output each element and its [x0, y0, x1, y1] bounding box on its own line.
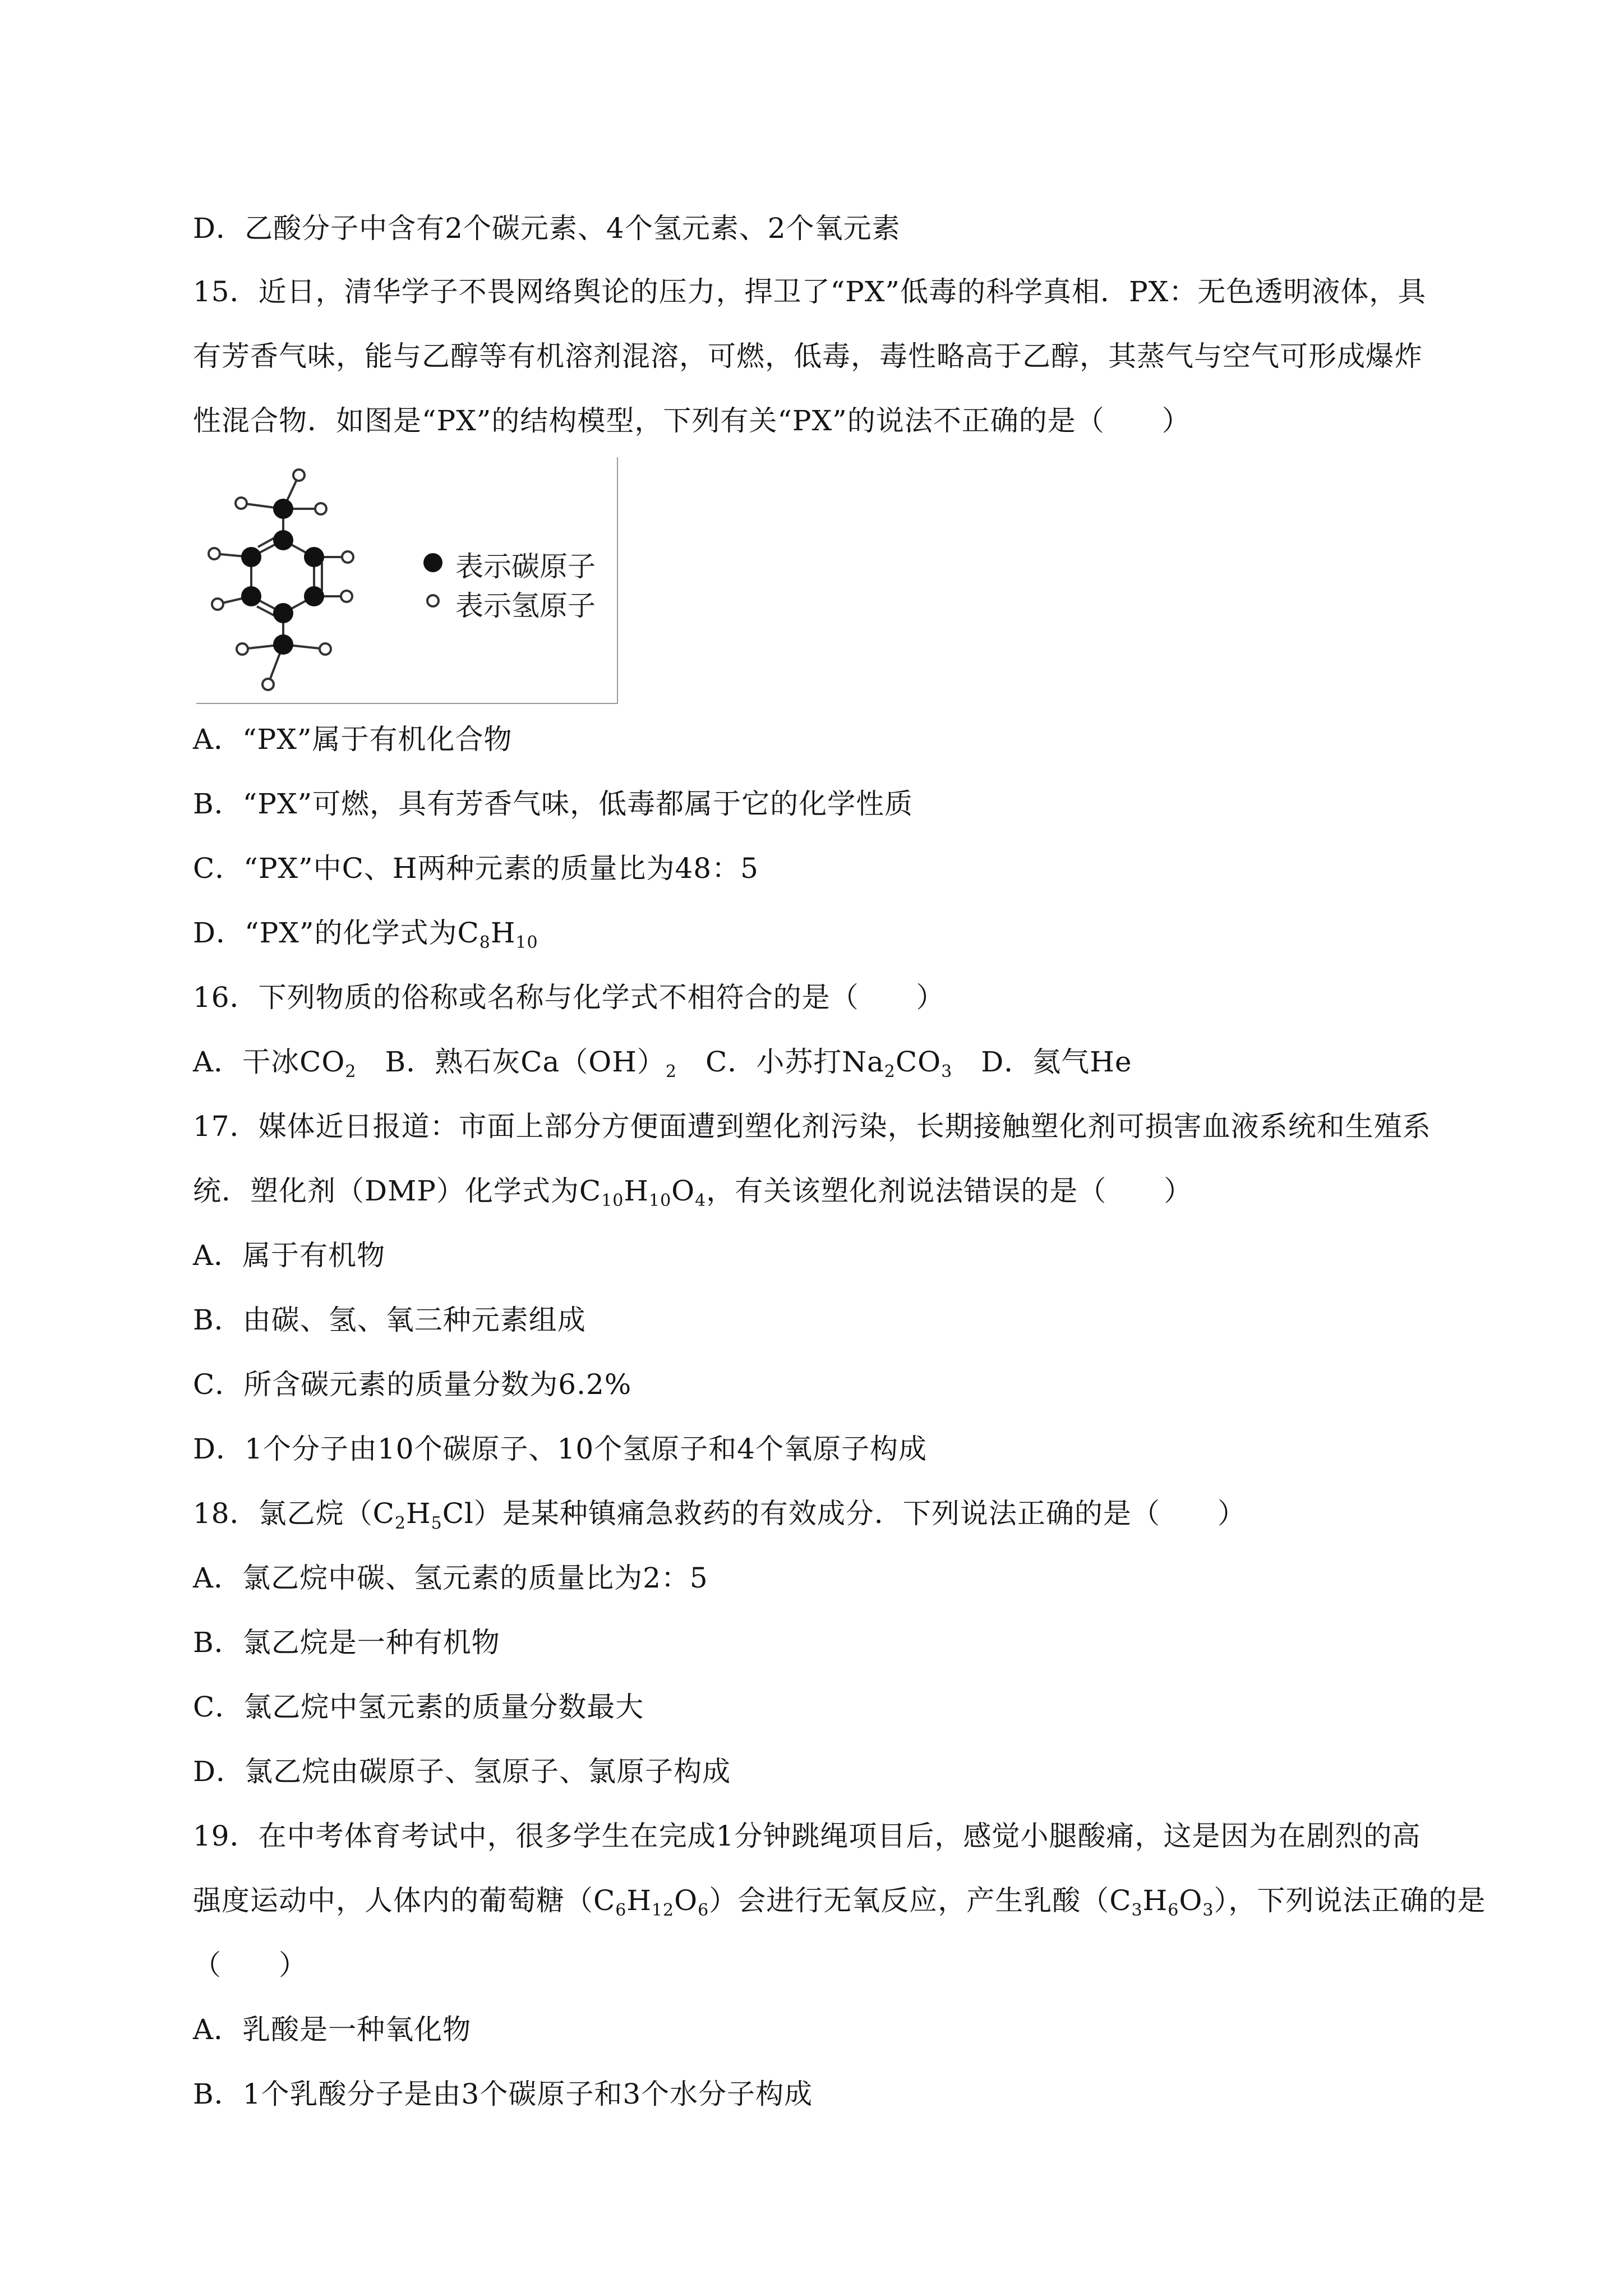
- q15-stem-line2: 有芳香气味，能与乙醇等有机溶剂混溶，可燃，低毒，毒性略高于乙醇，其蒸气与空气可形成爆炸: [193, 340, 1423, 372]
- px-structure-figure: [196, 457, 618, 704]
- q15-option-d: D．“PX”的化学式为$C_8H_{10}$: [193, 917, 538, 953]
- q18-option-d: D．氯乙烷由碳原子、氢原子、氯原子构成: [193, 1755, 731, 1788]
- legend-hydrogen-label: 表示氢原子: [455, 590, 596, 622]
- q15-stem-line1: 15．近日，清华学子不畏网络舆论的压力，捍卫了“PX”低毒的科学真相．PX：无色透明液体，具: [193, 275, 1427, 308]
- q18-stem: 18．氯乙烷$(C_2H_5Cl)$是某种镇痛急救药的有效成分．下列说法正确的是（ ）: [193, 1497, 1246, 1533]
- q18-option-c: C．氯乙烷中氢元素的质量分数最大: [193, 1691, 644, 1723]
- q15-option-b: B．“PX”可燃，具有芳香气味，低毒都属于它的化学性质: [193, 788, 914, 820]
- q19-option-b: B．1个乳酸分子是由3个碳原子和3个水分子构成: [193, 2078, 813, 2110]
- q17-option-c: C．所含碳元素的质量分数为6.2%: [193, 1368, 632, 1401]
- legend-hydrogen-marker: [427, 595, 439, 606]
- q15-option-c: C．“PX”中C、H两种元素的质量比为48：5: [193, 852, 759, 885]
- q17-option-a: A．属于有机物: [193, 1239, 386, 1272]
- q16-stem: 16．下列物质的俗称或名称与化学式不相符合的是（ ）: [193, 981, 945, 1014]
- q15-option-a: A．“PX”属于有机化合物: [193, 723, 513, 756]
- q17-stem-line2: 统．塑化剂（DMP）化学式为$C_{10}H_{10}O_4$，有关该塑化剂说法错误的是（ ）: [193, 1175, 1193, 1211]
- q16-options: A．干冰$CO_2$ B．熟石灰$Ca(OH)_2$ C．小苏打$Na_2CO_3$ D．氦气He: [193, 1046, 1132, 1082]
- q18-option-a: A．氯乙烷中碳、氢元素的质量比为2：5: [193, 1562, 708, 1594]
- q19-option-a: A．乳酸是一种氧化物: [193, 2013, 472, 2046]
- q19-stem-line3: （ ）: [193, 1949, 307, 1981]
- q17-option-b: B．由碳、氢、氧三种元素组成: [193, 1304, 586, 1336]
- q18-option-b: B．氯乙烷是一种有机物: [193, 1626, 500, 1659]
- legend-carbon-label: 表示碳原子: [455, 550, 596, 583]
- q19-stem-line2: 强度运动中，人体内的葡萄糖$(C_6H_{12}O_6)$会进行无氧反应，产生乳酸$(C_3H_6O_3)$，下列说法正确的是: [193, 1884, 1486, 1920]
- q19-stem-line1: 19．在中考体育考试中，很多学生在完成1分钟跳绳项目后，感觉小腿酸痛，这是因为在剧烈的高: [193, 1820, 1421, 1852]
- q17-option-d: D．1个分子由10个碳原子、10个氢原子和4个氧原子构成: [193, 1433, 927, 1465]
- q14-option-d: D．乙酸分子中含有2个碳元素、4个氢元素、2个氧元素: [193, 212, 901, 245]
- q17-stem-line1: 17．媒体近日报道：市面上部分方便面遭到塑化剂污染，长期接触塑化剂可损害血液系统和生殖系: [193, 1110, 1431, 1143]
- q15-stem-line3: 性混合物．如图是“PX”的结构模型，下列有关“PX”的说法不正确的是（ ）: [193, 404, 1191, 437]
- legend-carbon-marker: [423, 553, 442, 572]
